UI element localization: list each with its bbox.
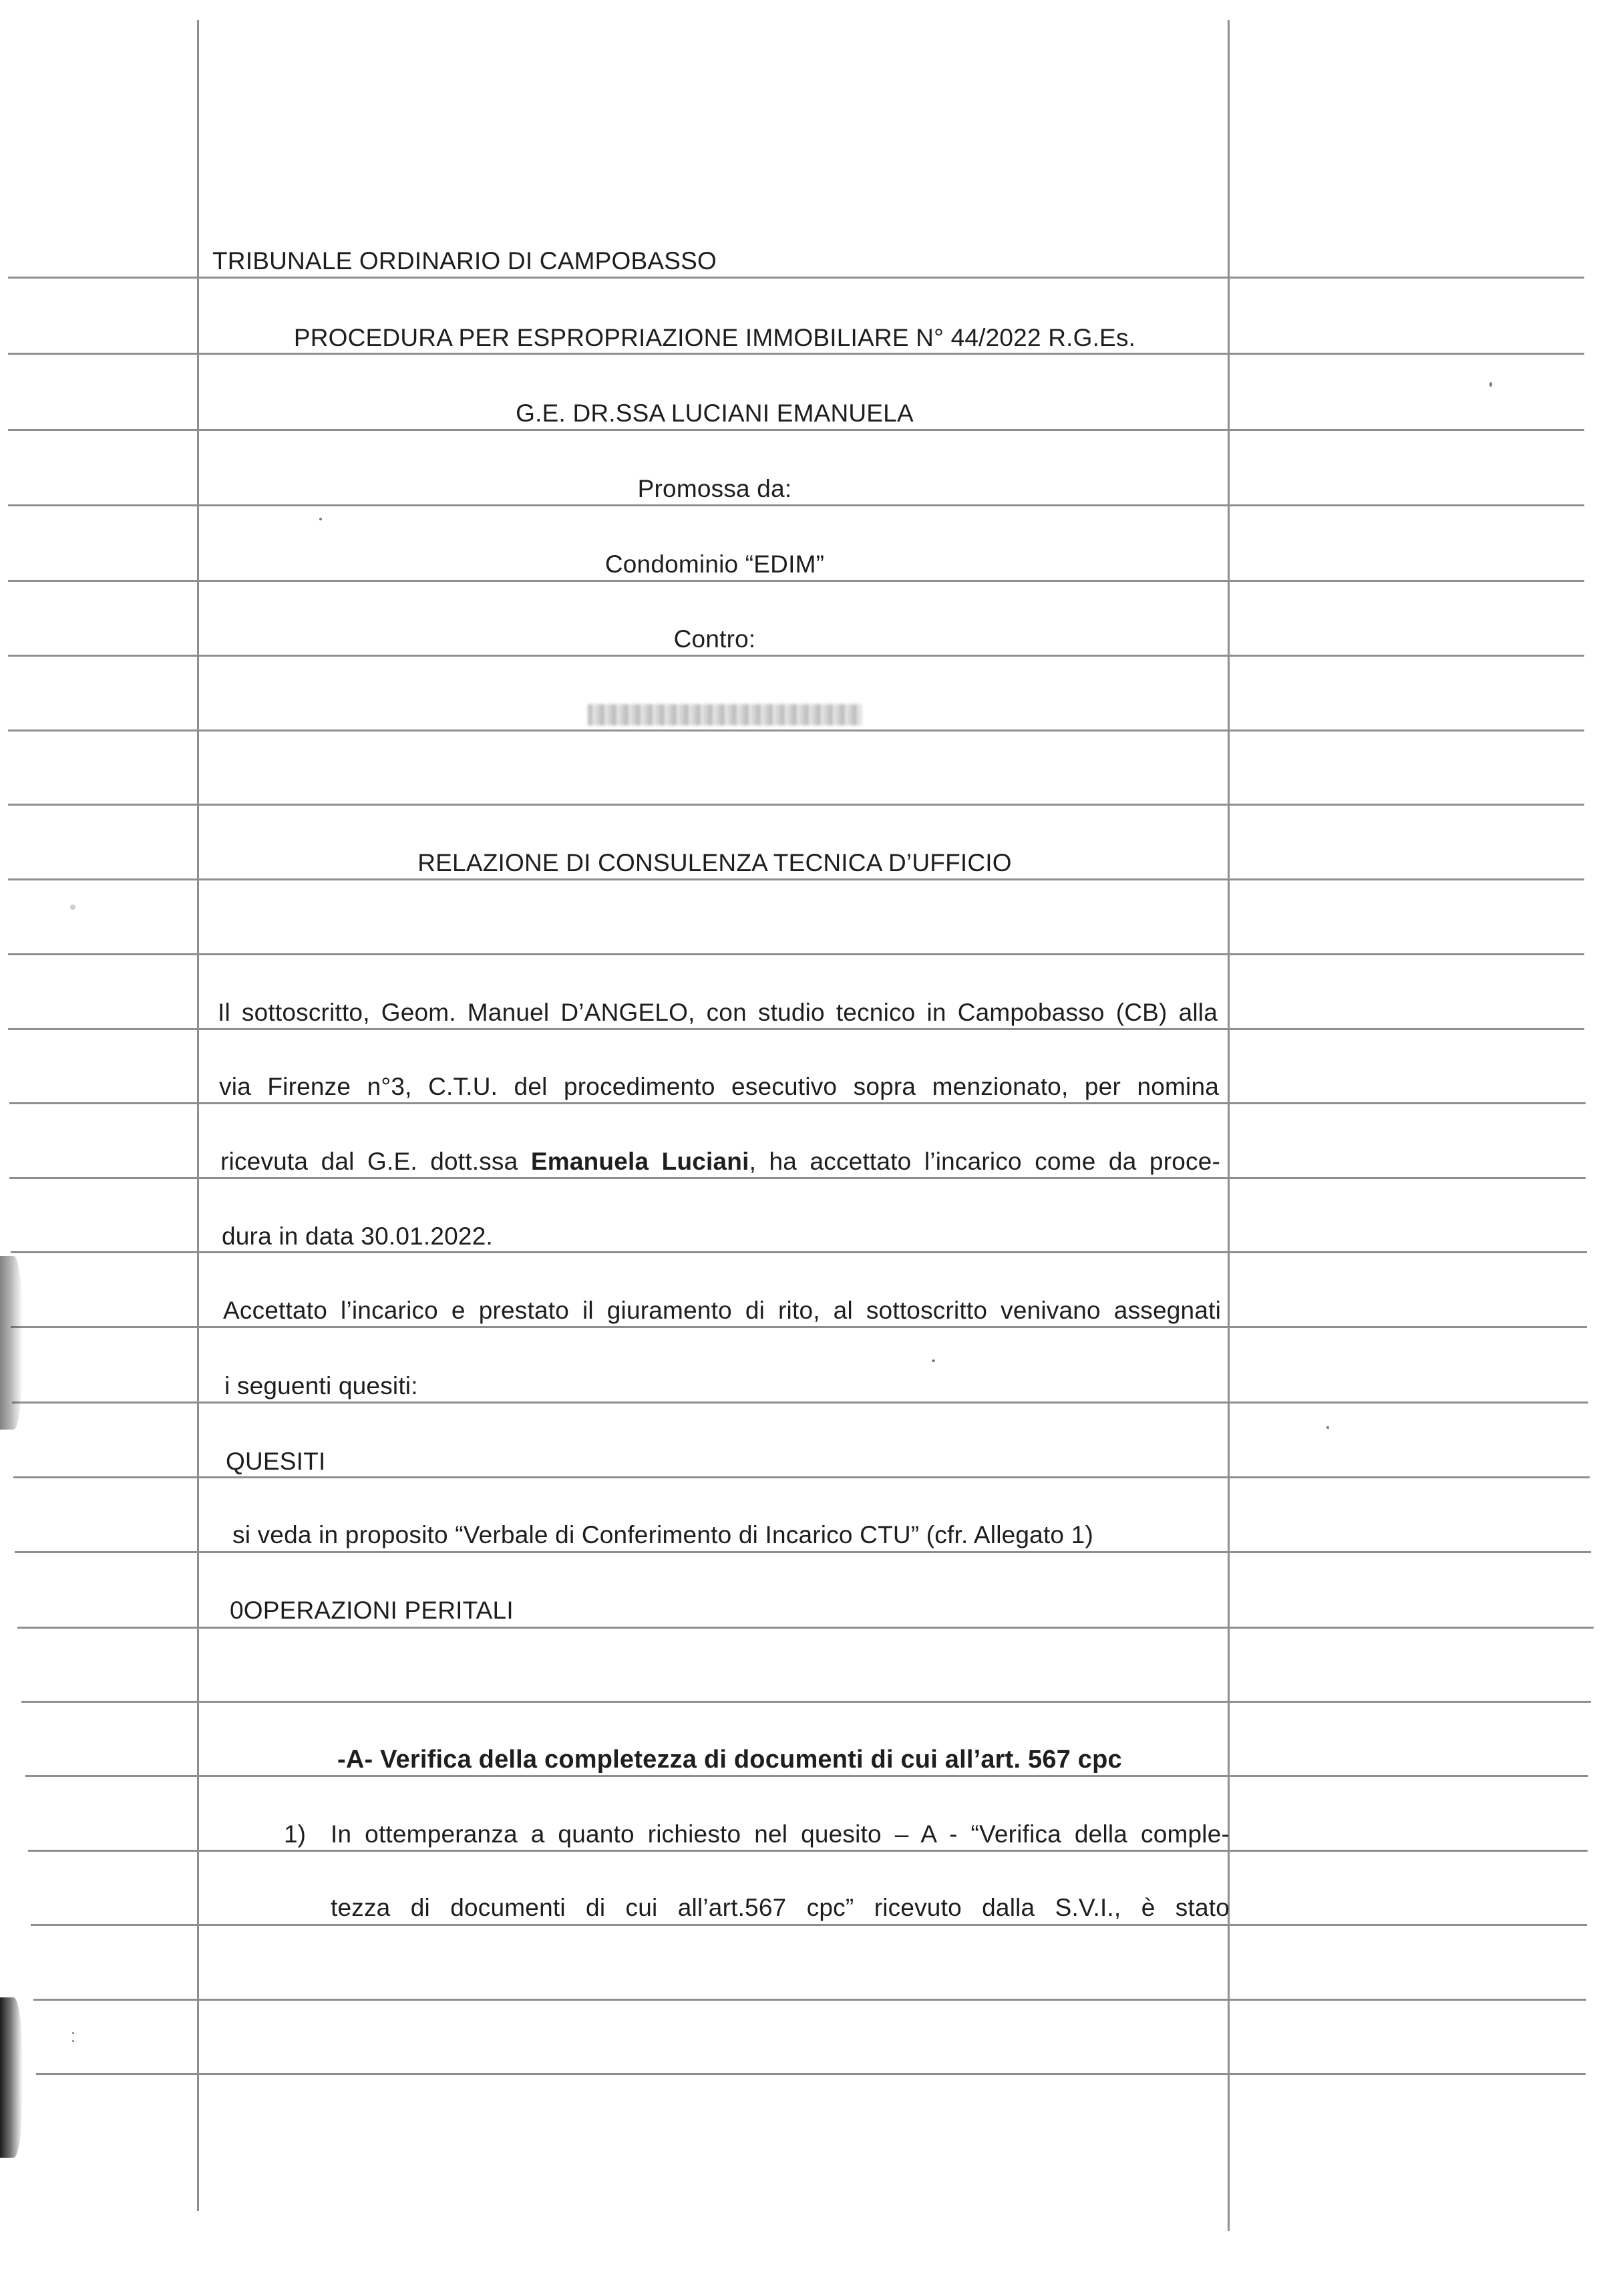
rule-line xyxy=(12,1402,1588,1404)
redacted-defendant xyxy=(588,704,862,725)
quesiti-heading: QUESITI xyxy=(226,1448,326,1475)
scan-speck xyxy=(72,2032,74,2034)
rule-line xyxy=(25,1775,1588,1777)
rule-line xyxy=(8,277,1584,279)
scan-speck xyxy=(319,518,322,520)
rule-line xyxy=(36,2073,1586,2075)
rule-line xyxy=(8,1028,1584,1030)
rule-line xyxy=(21,1701,1591,1703)
rule-line xyxy=(11,1251,1587,1253)
scan-shadow xyxy=(0,1256,23,1430)
quesiti-reference: si veda in proposito “Verbale di Conferimento di Incarico CTU” (cfr. Allegato 1) xyxy=(232,1521,1093,1548)
rule-line xyxy=(33,1999,1586,2001)
scan-speck xyxy=(1489,382,1492,387)
item-line: tezza di documenti di cui all’art.567 cpc” ricevuto dalla S.V.I., è stato xyxy=(331,1894,1230,1921)
rule-line xyxy=(8,429,1584,431)
margin-line-left xyxy=(197,20,199,2211)
rule-line xyxy=(8,504,1584,506)
judge-name-bold: Emanuela Luciani xyxy=(530,1148,749,1175)
item-line: In ottemperanza a quanto richiesto nel quesito – A - “Verifica della comple- xyxy=(331,1820,1230,1848)
plaintiff-name: Condominio “EDIM” xyxy=(604,550,825,578)
scan-speck xyxy=(72,2040,74,2042)
rule-line xyxy=(8,804,1584,806)
rule-line xyxy=(8,729,1584,731)
rule-line xyxy=(8,580,1584,582)
intro-line: dura in data 30.01.2022. xyxy=(222,1222,493,1250)
scan-speck xyxy=(70,905,75,910)
rule-line xyxy=(11,1326,1587,1328)
intro-line: via Firenze n°3, C.T.U. del procedimento esecutivo sopra menzionato, per nomina xyxy=(219,1073,1219,1100)
rule-line xyxy=(28,1850,1588,1852)
rule-line xyxy=(8,878,1584,880)
rule-line xyxy=(8,953,1584,955)
rule-line xyxy=(8,655,1584,657)
section-a-title: -A- Verifica della completezza di documenti di cui all’art. 567 cpc xyxy=(337,1746,1122,1774)
operations-heading: 0OPERAZIONI PERITALI xyxy=(230,1597,514,1624)
rule-line xyxy=(9,1102,1586,1104)
intro-line xyxy=(220,1147,1220,1176)
oath-line: i seguenti quesiti: xyxy=(224,1372,418,1400)
rule-line xyxy=(31,1924,1587,1926)
intro-text: , ha accettato l’incarico come da proce- xyxy=(749,1148,1220,1175)
intro-line: Il sottoscritto, Geom. Manuel D’ANGELO, con studio tecnico in Campobasso (CB) alla xyxy=(218,999,1218,1026)
scan-speck xyxy=(932,1359,935,1362)
report-title: RELAZIONE DI CONSULENZA TECNICA D’UFFICIO xyxy=(417,849,1012,876)
oath-line: Accettato l’incarico e prestato il giuramento di rito, al sottoscritto venivano assegnati xyxy=(223,1297,1221,1324)
scan-speck xyxy=(1326,1426,1329,1429)
rule-line xyxy=(15,1551,1591,1553)
intro-text: ricevuta dal G.E. dott.ssa xyxy=(220,1148,531,1175)
rule-line xyxy=(8,353,1584,355)
court-name: TRIBUNALE ORDINARIO DI CAMPOBASSO xyxy=(212,247,717,275)
against-label: Contro: xyxy=(673,625,756,653)
procedure-title: PROCEDURA PER ESPROPRIAZIONE IMMOBILIARE N° 44/2022 R.G.Es. xyxy=(293,324,1136,351)
rule-line xyxy=(17,1627,1594,1629)
rule-line xyxy=(13,1476,1590,1478)
promoted-by-label: Promossa da: xyxy=(637,475,792,502)
scan-shadow xyxy=(0,1997,23,2158)
item-number: 1) xyxy=(284,1820,306,1848)
judge-name: G.E. DR.SSA LUCIANI EMANUELA xyxy=(516,399,914,427)
rule-line xyxy=(9,1177,1586,1179)
